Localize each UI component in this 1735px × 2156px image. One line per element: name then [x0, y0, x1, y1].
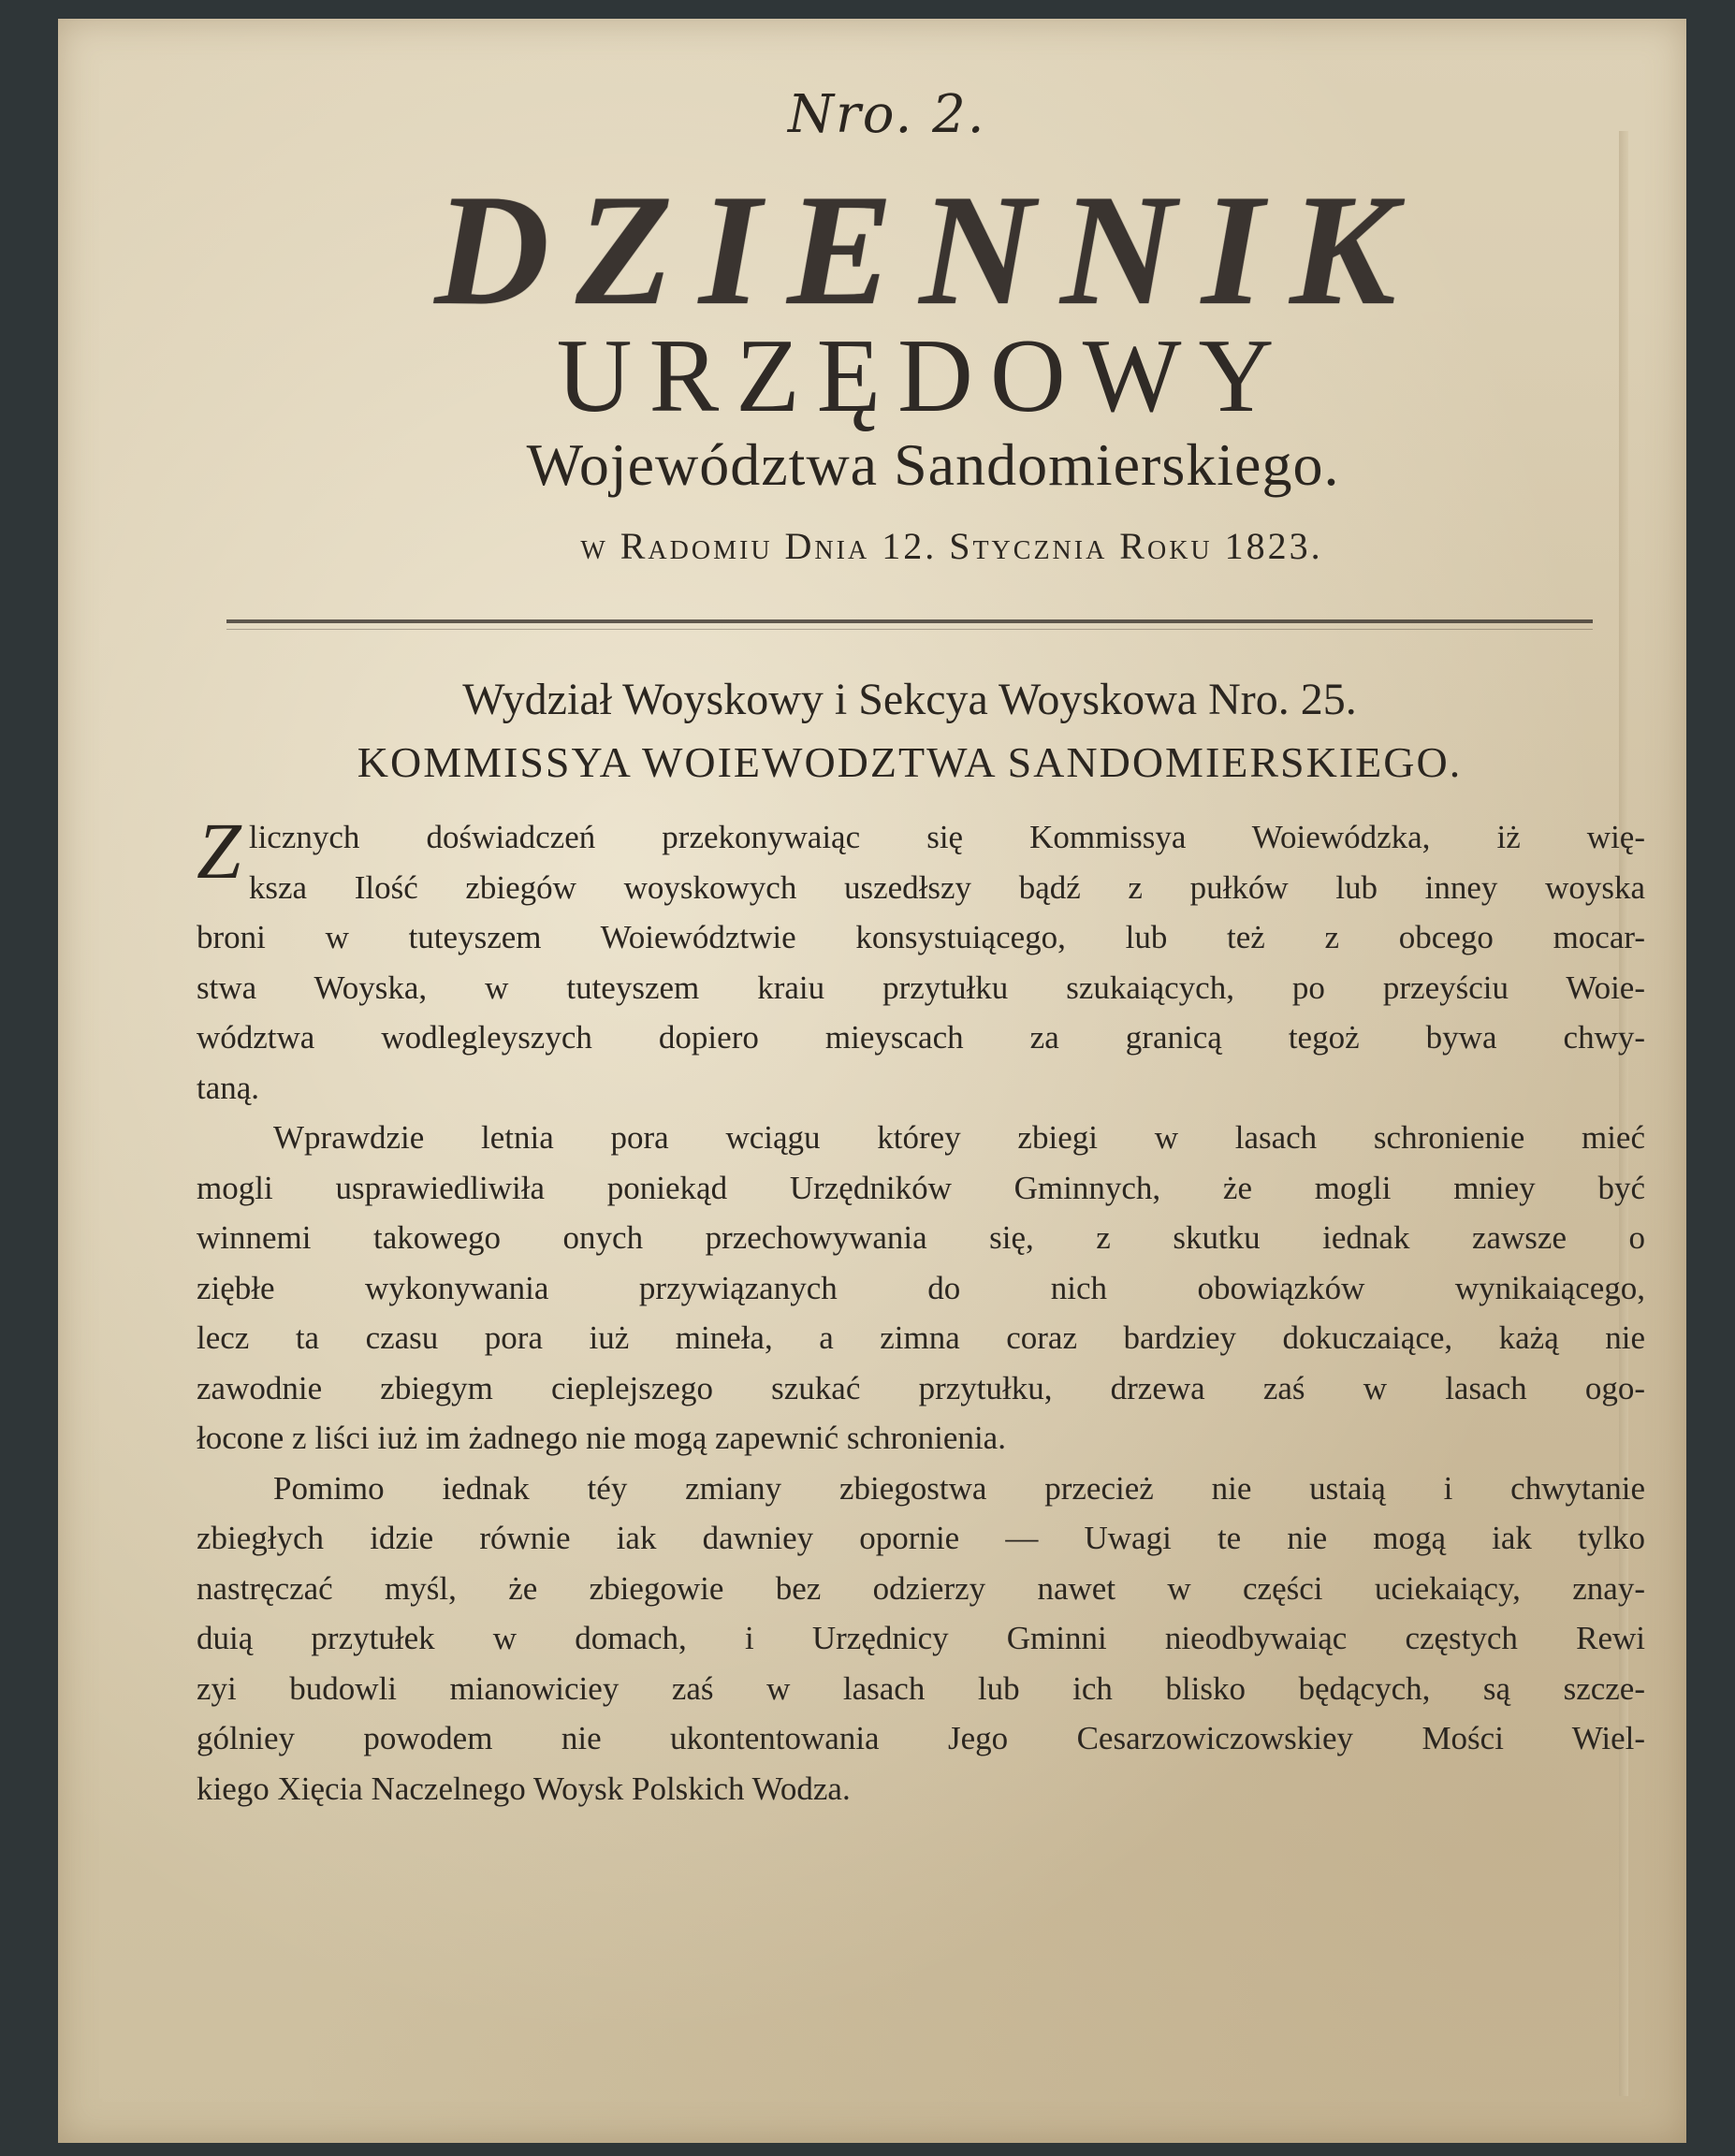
- section-heading: Wydział Woyskowy i Sekcya Woyskowa Nro. 25.: [462, 675, 1357, 724]
- text-line: zawodnie zbiegym cieplejszego szukać przytułku, drzewa zaś w lasach ogo-: [197, 1369, 1645, 1406]
- text-line: Pomimo iednak téy zmiany zbiegostwa przecież nie ustaią i chwytanie: [273, 1469, 1645, 1507]
- text-line: licznych doświadczeń przekonywaiąc się Kommissya Woiewódzka, iż wię-: [248, 819, 1645, 855]
- text-line: gólniey powodem nie ukontentowania Jego Cesarzowiczowskiey Mości Wiel-: [197, 1720, 1645, 1756]
- issue-number: Nro. 2.: [788, 84, 986, 145]
- text-line: duią przytułek w domach, i Urzędnicy Gminni nieodbywaiąc częstych Rewi: [197, 1620, 1645, 1656]
- text-line: ziębłe wykonywania przywiązanych do nich obowiązków wynikaiącego,: [197, 1269, 1645, 1306]
- paragraph-2: [197, 1113, 1645, 1464]
- text-line: zbiegłych idzie równie iak dawniey opornie — Uwagi te nie mogą iak tylko: [197, 1520, 1645, 1556]
- header-rule: [226, 619, 1593, 623]
- text-line: Wprawdzie letnia pora wciągu którey zbiegi w lasach schronienie mieć: [273, 1119, 1645, 1156]
- text-line: ksza Ilość zbiegów woyskowych uszedłszy bądź z pułków lub inney woyska: [248, 868, 1645, 906]
- masthead-title: DZIENNIK: [434, 162, 1422, 338]
- paragraph-1: [197, 806, 1645, 1113]
- masthead-subtitle: URZĘDOWY: [556, 318, 1291, 434]
- text-line: stwa Woyska, w tuteyszem kraiu przytułku szukaiących, po przeyściu Woie-: [197, 969, 1645, 1006]
- dateline: w Radomiu Dnia 12. Stycznia Roku 1823.: [580, 525, 1323, 567]
- text-line: taną.: [197, 1069, 260, 1106]
- drop-cap: Z: [197, 806, 241, 896]
- newspaper-page: [58, 19, 1686, 2143]
- header-rule-thin: [226, 629, 1593, 630]
- text-line: nastręczać myśl, że zbiegowie bez odzierzy nawet w części uciekaiący, znay-: [197, 1569, 1645, 1607]
- paragraph-3: [197, 1464, 1645, 1814]
- text-line: lecz ta czasu pora iuż mineła, a zimna coraz bardziey dokuczaiące, każą nie: [197, 1319, 1645, 1356]
- text-line: zyi budowli mianowiciey zaś w lasach lub ich blisko będących, są szcze-: [197, 1669, 1645, 1707]
- text-line: kiego Xięcia Naczelnego Woysk Polskich Wodza.: [197, 1770, 851, 1807]
- text-line: mogli usprawiedliwiła poniekąd Urzędników Gminnych, że mogli mniey być: [197, 1169, 1645, 1206]
- text-line: łocone z liści iuż im żadnego nie mogą zapewnić schronienia.: [197, 1420, 1006, 1456]
- text-line: winnemi takowego onych przechowywania się, z skutku iednak zawsze o: [197, 1219, 1645, 1256]
- masthead-region: Województwa Sandomierskiego.: [526, 431, 1340, 498]
- authority-heading: KOMMISSYA WOIEWODZTWA SANDOMIERSKIEGO.: [357, 738, 1463, 786]
- article-body: [197, 806, 1645, 1814]
- text-line: broni w tuteyszem Woiewództwie konsystuiącego, lub też z obcego mocar-: [197, 919, 1645, 955]
- text-line: wództwa wodlegleyszych dopiero mieyscach za granicą tegoż bywa chwy-: [197, 1019, 1645, 1056]
